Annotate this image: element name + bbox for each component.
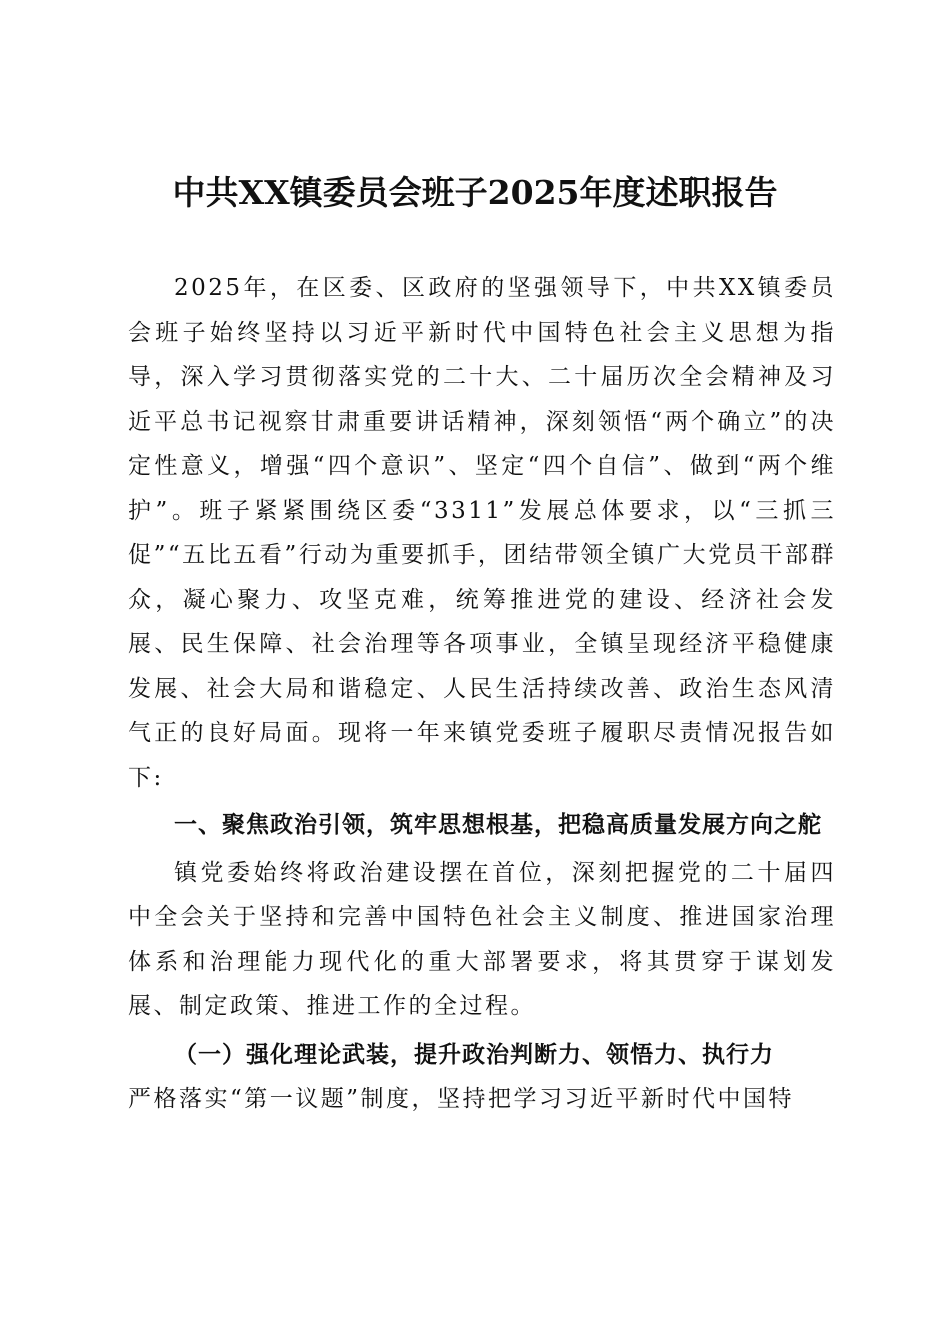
subsection-heading-1: （一）强化理论武装，提升政治判断力、领悟力、执行力	[174, 1041, 774, 1068]
document-body	[128, 266, 836, 1122]
document-title: 中共XX镇委员会班子2025年度述职报告	[172, 173, 778, 212]
subsection-1-paragraph: 严格落实“第一议题”制度，坚持把学习习近平新时代中国特	[128, 1086, 795, 1112]
section-heading-1: 一、聚焦政治引领，筑牢思想根基，把稳高质量发展方向之舵	[174, 812, 822, 838]
intro-paragraph: 2025年，在区委、区政府的坚强领导下，中共XX镇委员会班子始终坚持以习近平新时代中国特色社会主义思想为指导，深入学习贯彻落实党的二十大、二十届历次全会精神及习近平总书记视察甘肃重要讲话精神，深刻领悟“两个确立”的决定性意义，增强“四个意识”、坚定“四个自信”、做到“两个维护”。班子紧紧围绕区委“3311”发展总体要求，以“三抓三促”“五比五看”行动为重要抓手，团结带领全镇广大党员干部群众，凝心聚力、攻坚克难，统筹推进党的建设、经济社会发展、民生保障、社会治理等各项事业，全镇呈现经济平稳健康发展、社会大局和谐稳定、人民生活持续改善、政治生态风清气正的良好局面。现将一年来镇党委班子履职尽责情况报告如下:	[128, 275, 836, 791]
section-1-paragraph: 镇党委始终将政治建设摆在首位，深刻把握党的二十届四中全会关于坚持和完善中国特色社会主义制度、推进国家治理体系和治理能力现代化的重大部署要求，将其贯穿于谋划发展、制定政策、推进工作的全过程。	[128, 859, 836, 1019]
